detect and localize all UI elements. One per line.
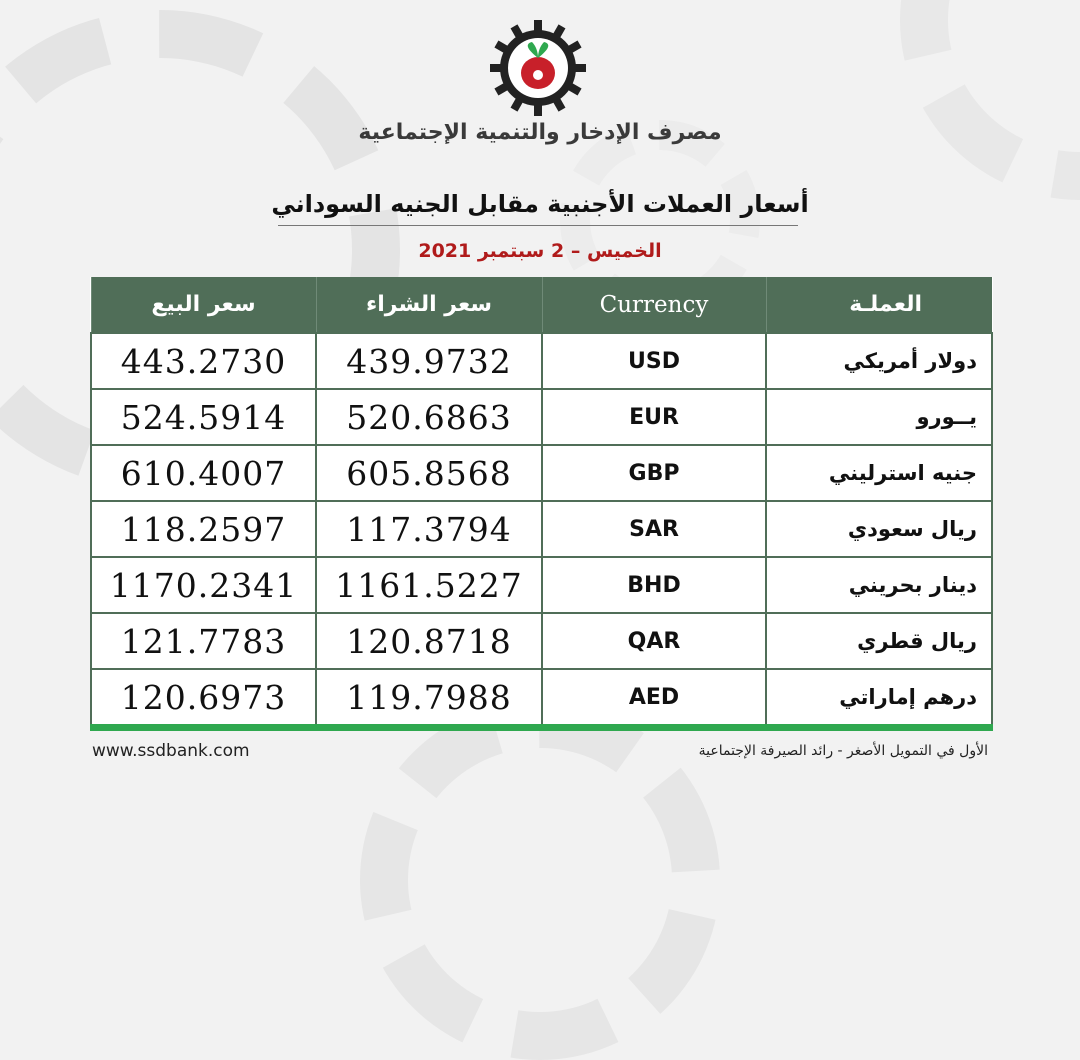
currency-code-cell: AED bbox=[542, 669, 766, 728]
title-divider bbox=[278, 225, 798, 226]
currency-code-cell: EUR bbox=[542, 389, 766, 445]
currency-name-cell: دينار بحريني bbox=[766, 557, 992, 613]
sell-rate-cell: 524.5914 bbox=[91, 389, 316, 445]
background-gear-watermark bbox=[900, 0, 1080, 200]
currency-name-cell: دولار أمريكي bbox=[766, 333, 992, 389]
currency-code-cell: QAR bbox=[542, 613, 766, 669]
header-sell-rate: سعر البيع bbox=[91, 277, 316, 333]
table-row bbox=[91, 445, 992, 501]
background-gear-watermark bbox=[360, 700, 720, 1060]
gear-apple-logo-icon bbox=[488, 18, 588, 118]
document-title: أسعار العملات الأجنبية مقابل الجنيه السوداني bbox=[271, 190, 809, 218]
currency-code-cell: BHD bbox=[542, 557, 766, 613]
buy-rate-cell: 439.9732 bbox=[316, 333, 542, 389]
sell-rate-cell: 443.2730 bbox=[91, 333, 316, 389]
currency-name-cell: يــورو bbox=[766, 389, 992, 445]
currency-code-cell: GBP bbox=[542, 445, 766, 501]
exchange-rates-table bbox=[90, 277, 993, 731]
sell-rate-cell: 118.2597 bbox=[91, 501, 316, 557]
buy-rate-cell: 120.8718 bbox=[316, 613, 542, 669]
sell-rate-cell: 1170.2341 bbox=[91, 557, 316, 613]
currency-code-cell: SAR bbox=[542, 501, 766, 557]
buy-rate-cell: 605.8568 bbox=[316, 445, 542, 501]
table-row bbox=[91, 669, 992, 728]
currency-name-cell: ريال سعودي bbox=[766, 501, 992, 557]
table-row bbox=[91, 389, 992, 445]
currency-code-cell: USD bbox=[542, 333, 766, 389]
table-row bbox=[91, 501, 992, 557]
currency-name-cell: ريال قطري bbox=[766, 613, 992, 669]
buy-rate-cell: 1161.5227 bbox=[316, 557, 542, 613]
sell-rate-cell: 120.6973 bbox=[91, 669, 316, 728]
table-header-row bbox=[91, 277, 992, 333]
sell-rate-cell: 121.7783 bbox=[91, 613, 316, 669]
sell-rate-cell: 610.4007 bbox=[91, 445, 316, 501]
document-date: الخميس – 2 سبتمبر 2021 bbox=[418, 240, 662, 262]
table-row bbox=[91, 557, 992, 613]
table-row bbox=[91, 613, 992, 669]
buy-rate-cell: 117.3794 bbox=[316, 501, 542, 557]
buy-rate-cell: 520.6863 bbox=[316, 389, 542, 445]
website-url: www.ssdbank.com bbox=[92, 741, 250, 761]
header-currency-ar: العملـة bbox=[766, 277, 992, 333]
table-row bbox=[91, 333, 992, 389]
footer-slogan: الأول في التمويل الأصغر - رائد الصيرفة الإجتماعية bbox=[698, 743, 988, 759]
header-currency-en: Currency bbox=[542, 277, 766, 333]
buy-rate-cell: 119.7988 bbox=[316, 669, 542, 728]
header-buy-rate: سعر الشراء bbox=[316, 277, 542, 333]
bank-name: مصرف الإدخار والتنمية الإجتماعية bbox=[358, 120, 722, 145]
currency-name-cell: جنيه استرليني bbox=[766, 445, 992, 501]
currency-name-cell: درهم إماراتي bbox=[766, 669, 992, 728]
